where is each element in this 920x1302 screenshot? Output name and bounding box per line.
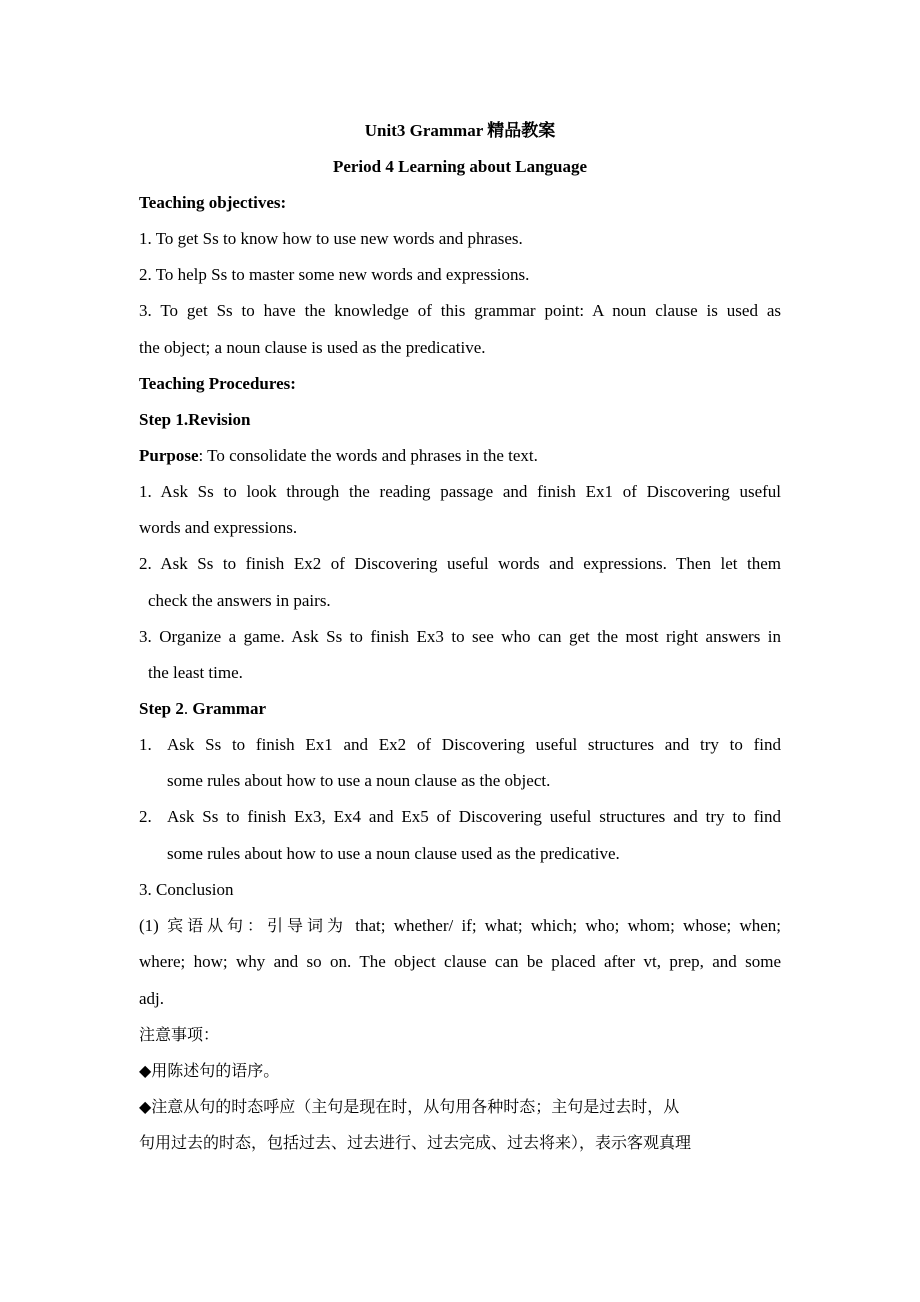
step1-item-3: 3. Organize a game. Ask Ss to finish Ex3 to see who can get the most right answers in <box>139 627 781 646</box>
step1-item-1: 1. Ask Ss to look through the reading passage and finish Ex1 of Discovering useful <box>139 482 781 501</box>
notes-heading: 注意事项： <box>139 1025 220 1044</box>
step1-purpose <box>139 445 781 467</box>
purpose-text: : To consolidate the words and phrases in the text. <box>198 446 538 465</box>
objective-3-cont: the object; a noun clause is used as the predicative. <box>139 338 486 357</box>
title-text: Unit3 Grammar 精品教案 <box>364 121 556 140</box>
objective-1: 1. To get Ss to know how to use new words and phrases. <box>139 229 523 248</box>
step2-item-1-cont: some rules about how to use a noun clause as the object. <box>167 771 551 790</box>
procedures-heading: Teaching Procedures: <box>139 374 296 393</box>
step2-item-2: Ask Ss to finish Ex3, Ex4 and Ex5 of Discovering useful structures and try to find <box>167 807 781 826</box>
step2-heading-a: Step 2 <box>139 699 184 718</box>
step2-heading-sep: . <box>183 699 193 718</box>
conclusion-1-cont: where; how; why and so on. The object clause can be placed after vt, prep, and some <box>139 952 781 971</box>
objectives-heading: Teaching objectives: <box>139 193 287 212</box>
step2-item-1: Ask Ss to finish Ex1 and Ex2 of Discovering useful structures and try to find <box>167 735 781 754</box>
step1-item-3-cont: the least time. <box>148 663 243 682</box>
conclusion-1 <box>139 915 781 937</box>
step1-item-1-cont: words and expressions. <box>139 518 298 537</box>
note-2: ◆注意从句的时态呼应（主句是现在时，从句用各种时态；主句是过去时，从 <box>139 1097 680 1116</box>
objective-2: 2. To help Ss to master some new words and expressions. <box>139 265 530 284</box>
purpose-label: Purpose <box>139 446 199 465</box>
step2-heading-c: Grammar <box>192 699 267 718</box>
conclusion-1-prefix: (1) <box>139 916 168 935</box>
document-title <box>0 120 920 142</box>
note-2-cont: 句用过去的时态，包括过去、过去进行、过去完成、过去将来），表示客观真理 <box>139 1133 692 1152</box>
step2-heading <box>139 698 781 720</box>
document-subtitle: Period 4 Learning about Language <box>332 157 588 176</box>
step1-item-2-cont: check the answers in pairs. <box>148 591 331 610</box>
objective-3: 3. To get Ss to have the knowledge of this grammar point: A noun clause is used as <box>139 301 781 320</box>
step1-heading: Step 1.Revision <box>139 410 251 429</box>
step1-item-2: 2. Ask Ss to finish Ex2 of Discovering useful words and expressions. Then let them <box>139 554 781 573</box>
step2-item-2-cont: some rules about how to use a noun clause used as the predicative. <box>167 844 620 863</box>
conclusion-1-end: adj. <box>139 989 165 1008</box>
conclusion-1-rest: that; whether/ if; what; which; who; whom; whose; when; <box>347 916 781 935</box>
conclusion-heading: 3. Conclusion <box>139 880 234 899</box>
step2-item-2-number: 2. <box>139 807 152 826</box>
note-1: ◆用陈述句的语序。 <box>139 1061 280 1080</box>
conclusion-1-cjk: 宾语从句：引导词为 <box>167 916 348 935</box>
step2-item-1-number: 1. <box>139 735 152 754</box>
